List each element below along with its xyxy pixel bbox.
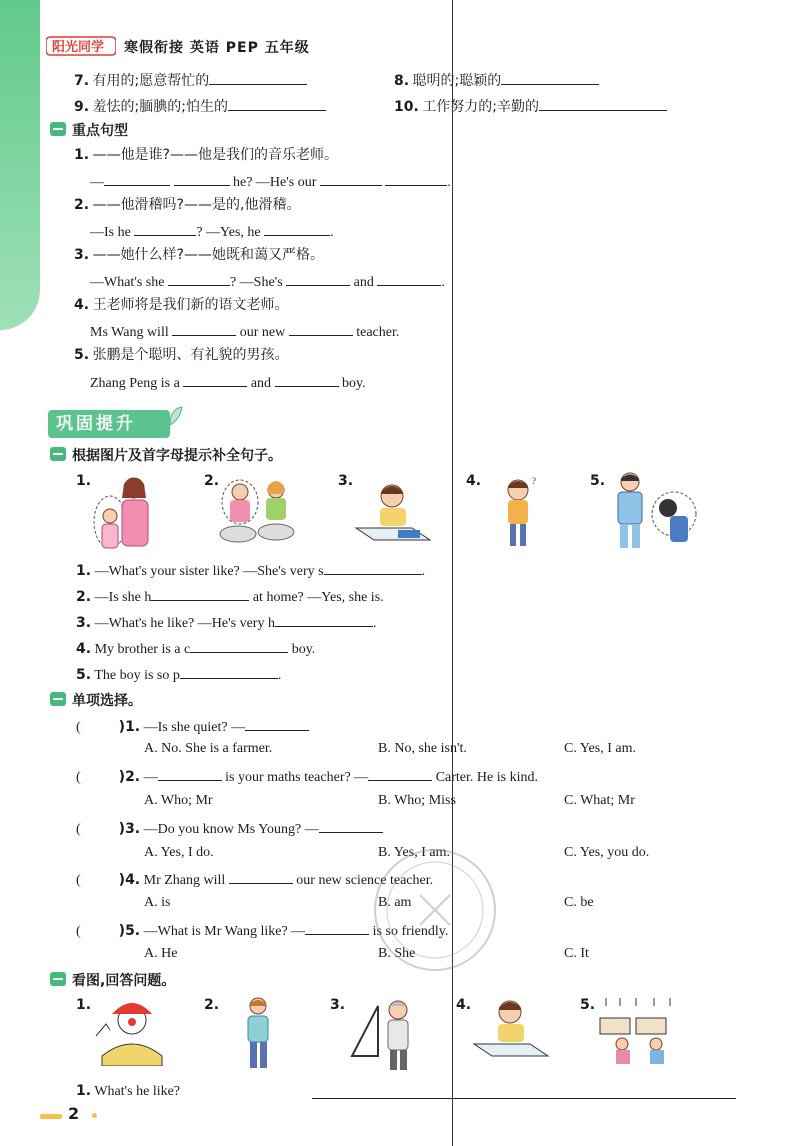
- classroom-illustration: [596, 996, 686, 1068]
- p3-pic-num-2: 2.: [204, 997, 220, 1013]
- man-standing-illustration: [234, 996, 284, 1072]
- mc-option-5c: C. It: [564, 946, 589, 961]
- sentence-2-cn: 2. ——他滑稽吗?——是的,他滑稽。: [74, 197, 301, 213]
- mc-question-5: ( )5. —What is Mr Wang like? — is so friendly.: [76, 920, 448, 941]
- vocab-item-10: 10. 工作努力的;辛勤的: [394, 96, 667, 117]
- part1-item-5: 5. The boy is so p .: [76, 664, 281, 685]
- mc-option-2b: B. Who; Miss: [378, 793, 456, 808]
- boy-writing-illustration: [470, 996, 552, 1066]
- watermark-stamp: [360, 835, 510, 985]
- sentence-3-cn: 3. ——她什么样?——她既和蔼又严格。: [74, 247, 324, 263]
- section-icon: [50, 692, 66, 706]
- mc-question-1: ( )1. —Is she quiet? —: [76, 716, 309, 737]
- section-title-key-sentences: 重点句型: [72, 123, 128, 139]
- mc-option-1a: A. No. She is a farmer.: [144, 741, 273, 756]
- man-and-boy-illustration: [612, 470, 702, 550]
- section-icon: [50, 447, 66, 461]
- footer-bar: [40, 1114, 62, 1119]
- vocab-item-7: 7. 有用的;愿意帮忙的: [74, 70, 307, 91]
- mc-option-4a: A. is: [144, 895, 171, 910]
- sentence-5-en: Zhang Peng is a and boy.: [90, 372, 366, 393]
- mc-option-3c: C. Yes, you do.: [564, 845, 650, 860]
- brand-logo: [46, 35, 116, 57]
- mc-option-2c: C. What; Mr: [564, 793, 635, 808]
- boy-studying-illustration: [352, 478, 434, 548]
- mc-option-5b: B. She: [378, 946, 416, 961]
- sentence-1-en: — he? —He's our .: [90, 171, 451, 192]
- mother-daughter-illustration: [92, 472, 162, 552]
- girls-washing-illustration: [218, 476, 298, 548]
- part1-title: 根据图片及首字母提示补全句子。: [72, 448, 282, 464]
- sentence-2-en: —Is he ? —Yes, he .: [90, 221, 334, 242]
- book-title: 寒假衔接 英语 PEP 五年级: [124, 40, 310, 56]
- part1-item-4: 4. My brother is a c boy.: [76, 638, 315, 659]
- svg-text:?: ?: [532, 476, 536, 486]
- p3-pic-num-1: 1.: [76, 997, 92, 1013]
- part3-title: 看图,回答问题。: [72, 973, 176, 989]
- section-icon: [50, 972, 66, 986]
- pic-num-5: 5.: [590, 473, 606, 489]
- pic-num-3: 3.: [338, 473, 354, 489]
- p3-pic-num-4: 4.: [456, 997, 472, 1013]
- sentence-3-en: —What's she ? —She's and .: [90, 271, 445, 292]
- mc-question-4: ( )4. Mr Zhang will our new science teacher.: [76, 869, 433, 890]
- part1-item-1: 1. —What's your sister like? —She's very s .: [76, 560, 425, 581]
- consolidation-banner: 巩固提升: [48, 410, 170, 438]
- pic-num-1: 1.: [76, 473, 92, 489]
- mc-option-3a: A. Yes, I do.: [144, 845, 214, 860]
- boy-thinking-illustration: [494, 474, 546, 550]
- svg-text:阳光同学: 阳光同学: [52, 40, 105, 55]
- mc-question-3: ( )3. —Do you know Ms Young? —: [76, 818, 383, 839]
- mc-option-1b: B. No, she isn't.: [378, 741, 467, 756]
- sentence-1-cn: 1. ——他是谁?——他是我们的音乐老师。: [74, 147, 338, 163]
- mc-option-2a: A. Who; Mr: [144, 793, 213, 808]
- p3-pic-num-3: 3.: [330, 997, 346, 1013]
- part3-question-1: 1. What's he like?: [76, 1083, 181, 1099]
- page-number: 2: [68, 1104, 80, 1123]
- mc-question-2: ( )2. — is your maths teacher? — Carter. He is kind.: [76, 766, 538, 787]
- answer-line: [312, 1098, 736, 1099]
- clown-illustration: [92, 996, 170, 1066]
- sentence-5-cn: 5. 张鹏是个聪明、有礼貌的男孩。: [74, 347, 289, 363]
- section-icon: [50, 122, 66, 136]
- mc-option-1c: C. Yes, I am.: [564, 741, 636, 756]
- p3-pic-num-5: 5.: [580, 997, 596, 1013]
- vocab-item-9: 9. 羞怯的;腼腆的;怕生的: [74, 96, 326, 117]
- pic-num-2: 2.: [204, 473, 220, 489]
- mc-option-3b: B. Yes, I am.: [378, 845, 450, 860]
- mc-option-4b: B. am: [378, 895, 412, 910]
- sentence-4-cn: 4. 王老师将是我们新的语文老师。: [74, 297, 289, 313]
- vocab-item-8: 8. 聪明的;聪颖的: [394, 70, 599, 91]
- part1-item-3: 3. —What's he like? —He's very h .: [76, 612, 376, 633]
- mc-option-4c: C. be: [564, 895, 594, 910]
- page-edge-tab: [0, 0, 40, 330]
- footer-dot: [92, 1113, 97, 1118]
- part1-item-2: 2. —Is she h at home? —Yes, she is.: [76, 586, 384, 607]
- pic-num-4: 4.: [466, 473, 482, 489]
- sentence-4-en: Ms Wang will our new teacher.: [90, 321, 399, 342]
- leaf-icon: [168, 405, 184, 427]
- teacher-triangle-illustration: [348, 996, 420, 1072]
- part2-title: 单项选择。: [72, 693, 142, 709]
- mc-option-5a: A. He: [144, 946, 178, 961]
